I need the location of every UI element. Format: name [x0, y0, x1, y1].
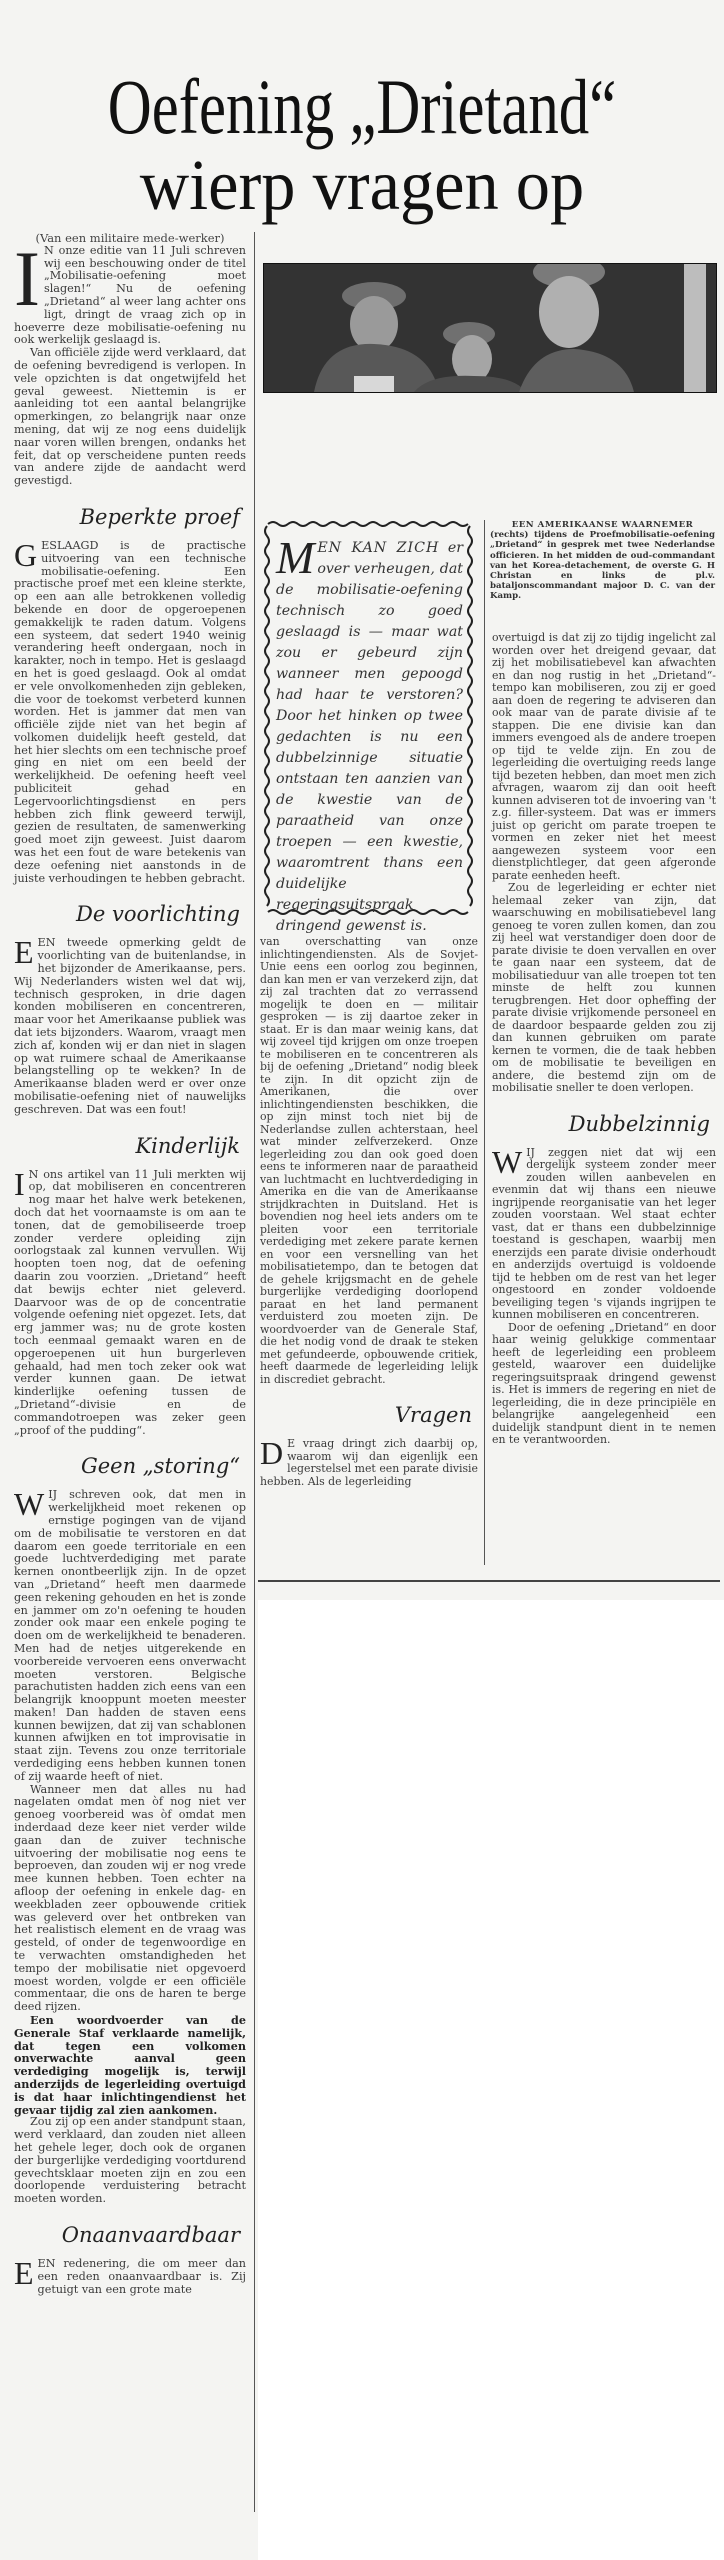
headline-line-2: wierp vragen op [139, 145, 585, 226]
dropcap: W [14, 1486, 45, 1523]
section-text: EN tweede opmerking geldt de voorlichting van de buitenlandse, in het bijzonder de Amerikaanse, pers. Wij Nederlanders wisten wel dat wij, technisch gesproken, in drie dagen konden mobiliseren en concentreren, maar voor het Amerikaanse publiek was dat iets bijzonders. Waarom, vraagt men zich af, konden wij er dan niet in slagen op wat ruimere schaal de Amerikaanse belangstelling op te wekken? In de Amerikaanse bladen werd er over onze mobilisatie-oefening niet of nauwelijks geschreven. Dat was een fout! [14, 936, 246, 1116]
section-text: EN redenering, die om meer dan een reden onaanvaardbaar is. Zij getuigt van een grote mate [37, 2256, 246, 2296]
byline: (Van een militaire mede-werker) [35, 231, 225, 245]
dropcap: W [492, 1143, 523, 1180]
section-heading: Dubbelzinnig [568, 1111, 710, 1136]
paragraph: van overschatting van onze inlichtingendiensten. Als de Sovjet-Unie eens een oorlog zou beginnen, dan kan men er van verzekerd zijn, dat zij zal trachten dat zo verrassend mogelijk te doen en — militair gesproken — is zij daartoe zeker in staat. Er is dan maar weinig kans, dat wij zoveel tijd krijgen om onze troepen te mobiliseren en te concentreren als bij de oefening „Drietand“ nodig bleek te zijn. In dit opzicht zijn de Amerikanen, die over inlichtingendiensten beschikken, die op zijn minst toch niet bij de Nederlandse zullen achterstaan, heel wat minder zelfverzekerd. Onze legerleiding zou dan ook goed doen eens te informeren naar de paraatheid van luchtmacht en luchtverdediging in Amerika en die van de Amerikaanse strijdkrachten in Duitsland. Het is bovendien nog heel iets anders om te pleiten voor een territoriale verdediging met zekere parate kernen en voor een versnelling van het mobilisatietempo, dan te betogen dat de gehele krijgsmacht en de gehele burgerlijke verdediging doorlopend paraat en het land permanent verduisterd zou moeten zijn. De woordvoerder van de Generale Staf, die het nodig vond de draak te steken met gefundeerde, opbouwende critiek, heeft daarmede de legerleiding lelijk in discrediet gebracht. [260, 935, 478, 1386]
column-rule [254, 232, 255, 2512]
section-heading: Onaanvaardbaar [61, 2222, 240, 2247]
column-rule [484, 520, 485, 1565]
dropcap: I [14, 1165, 25, 1202]
paragraph: Zou zij op een ander standpunt staan, werd verklaard, dan zouden niet alleen het gehele leger, doch ook de organen der burgerlijke verdediging voortdurend gevechtsklaar moeten zijn en zou een doorlopende verduistering betracht moeten worden. [14, 2115, 246, 2206]
section-heading: Kinderlijk [135, 1133, 240, 1158]
dropcap: I [14, 234, 40, 322]
photo-caption [490, 520, 715, 602]
dropcap: G [14, 536, 38, 573]
paragraph [14, 2254, 246, 2296]
paragraph: Door de oefening „Drietand“ en door haar weinig gelukkige commentaar heeft de legerleiding een probleem gesteld, waarover een duidelijke regeringsuitspraak dringend gewenst is. Het is immers de regering en niet de legerleiding, die in deze principiële en belangrijke aangelegenheid een duidelijk standpunt dient in te nemen en te verantwoorden. [492, 1320, 716, 1446]
caption-text: (rechts) tijdens de Proefmobilisatie-oefening „Drietand“ in gesprek met twee Nederlandse officieren. In het midden de oud-commandant van het Korea-detachement, de overste G. H Christan en links de pl.v. bataljonscommandant majoor D. C. van der Kamp. [490, 530, 715, 602]
section-text: E vraag dringt zich daarbij op, waarom wij dan eigenlijk een legerstelsel met een parate divisie hebben. Als de legerleiding [260, 1437, 478, 1488]
paragraph [492, 1143, 716, 1322]
bottom-rule [258, 1580, 720, 1582]
section-text: N ons artikel van 11 Juli merkten wij op, dat mobiliseren en concentreren nog maar het halve werk betekenen, doch dat het voornaamste is om aan te tonen, dat de gemobiliseerde troep zonder verdere opleiding zijn oorlogstaak zal kunnen vervullen. Wij hoopten toen nog, dat de oefening daarin zou voorzien. „Drietand“ heeft dat bewijs echter niet geleverd. Daarvoor was de op de concentratie volgende oefening niet opgezet. Iets, dat erg jammer was; nu de grote kosten toch eenmaal gemaakt waren en de opgeroepenen uit hun burgerleven gehaald, had men toch zeker ook wat verder kunnen gaan. De ietwat kinderlijke oefening tussen de „Drietand“-divisie en de commandotroepen was zeker geen „proof of the pudding“. [14, 1167, 246, 1437]
paragraph [14, 1486, 246, 1783]
dropcap: E [14, 934, 34, 971]
right-column [492, 632, 716, 1447]
paragraph [14, 934, 246, 1116]
paragraph [260, 1435, 478, 1488]
paragraph-bold: Een woordvoerder van de Generale Staf verklaarde namelijk, dat tegen een volkomen onverwachte aanval geen verdediging mogelijk is, terwijl anderzijds de legerleiding overtuigd is dat haar inlichtingendienst het gevaar tijdig zal zien aankomen. [14, 2013, 246, 2117]
paragraph: Van officiële zijde werd verklaard, dat de oefening bevredigend is verlopen. In vele opzichten is dat ongetwijfeld het geval geweest. Niettemin is er aanleiding tot een aantal belangrijke opmerkingen, zo belangrijk naar onze mening, dat wij ze nog eens duidelijk naar voren willen brengen, ondanks het feit, dat op verscheidene punten reeds van andere zijde de aandacht werd gevestigd. [14, 346, 246, 488]
photo-soldiers [263, 263, 717, 393]
dropcap: M [276, 532, 315, 583]
paragraph [14, 1165, 246, 1438]
pull-quote [262, 518, 477, 934]
section-text: IJ zeggen niet dat wij een dergelijk systeem zonder meer zouden willen aanbevelen en evenmin dat wij thans een nieuwe ingrijpende reorganisatie van het leger zouden voorstaan. Wel staat echter vast, dat er thans een dubbelzinnige toestand is geschapen, waarbij men enerzijds een parate divisie onderhoudt en anderzijds overtuigd is voldoende tijd te hebben om de rest van het leger ongestoord en zonder voldoende beveiliging tegen 's vijands ingrijpen te kunnen mobiliseren en concentreren. [492, 1145, 716, 1321]
section-heading: Geen „storing“ [80, 1454, 240, 1479]
headline-line-1: Oefening „Drietand“ [107, 63, 617, 151]
dropcap: E [14, 2254, 34, 2291]
left-column [14, 232, 246, 2296]
pull-quote-text [276, 532, 463, 937]
photo-illustration [264, 264, 716, 392]
section-heading: De voorlichting [76, 902, 240, 927]
paragraph: overtuigd is dat zij zo tijdig ingelicht zal worden over het dreigend gevaar, dat zij het mobilisatiebevel kan afwachten en dan nog rustig in het „Drietand“-tempo kan mobiliseren, zou zij er goed aan doen de regering te adviseren dan ook maar van de parate divisie af te stappen. Die ene divisie kan dan immers evengoed als de andere troepen op tijd te velde zijn. En zou de legerleiding die overtuiging reeds lange tijd bezeten hebben, dan moet men zich afvragen, waarom zij dan ooit heeft kunnen adviseren tot de invoering van 't z.g. filler-systeem. Dat was er immers juist op gericht om parate troepen te vormen en zeker niet het meest aangewezen systeem voor een dienstplichtleger, dat geen afgeronde parate eenheden heeft. [492, 631, 716, 882]
middle-column [260, 936, 478, 1488]
pull-quote-caps: EN KAN ZICH [317, 540, 440, 556]
section-heading: Beperkte proef [79, 504, 240, 529]
dropcap: D [260, 1435, 284, 1471]
section-text: ESLAAGD is de practische uitvoering van een technische mobilisatie-oefening. Een practische proef met een kleine sterkte, op een aan alle betrokkenen volledig bekende en door de opgeroepenen gemakkelijk te raden datum. Volgens een systeem, dat sedert 1940 weinig verandering heeft ondergaan, noch in karakter, noch in tempo. Het is geslaagd en het is goed geslaagd. Ook al omdat er vele onvolkomenheden zijn gebleken, die voor de toekomst verbeterd kunnen worden. Het is jammer dat men van officiële zijde niet van het begin af volkomen duidelijk heeft gesteld, dat het hier slechts om een technische proef ging en niet om een beeld der werkelijkheid. De oefening heeft veel publiciteit gehad en Legervoorlichtingsdienst en pers hebben zich flink geweerd terwijl, gezien de resultaten, de samenwerking goed moet zijn geweest. Juist daarom was het een fout de ware betekenis van deze oefening niet aanstonds in de juiste verhoudingen te hebben gebracht. [14, 538, 246, 885]
caption-lead: EEN AMERIKAANSE WAARNEMER [511, 520, 694, 530]
section-text: IJ schreven ook, dat men in werkelijkheid moet rekenen op ernstige pogingen van de vijand om de mobilisatie te verstoren en dat daarom een goede territoriale en een goede luchtverdediging met parate kernen onontbeerlijk zijn. In de opzet van „Drietand“ heeft men daarmede geen rekening gehouden en het is zonde en jammer om zo'n oefening te houden zonder ook maar een enkele poging te doen om de werkelijkheid te benaderen. Men had de netjes uitgerekende en voorbereide vervoeren eens onverwacht moeten verstoren. Belgische parachutisten hadden zich eens van een belangrijk knooppunt moeten meester maken! Dan hadden de staven eens kunnen bewijzen, dat zij van schablonen kunnen afwijken en tot improvisatie in staat zijn. Tevens zou onze territoriale verdediging eens hebben kunnen tonen of zij waarde heeft of niet. [14, 1488, 246, 1783]
intro-text: N onze editie van 11 Juli schreven wij een beschouwing onder de titel „Mobilisatie-oefening moet slagen!“ Nu de oefening „Drietand“ al weer lang achter ons ligt, dringt de vraag zich op in hoeverre deze mobilisatie-oefening nu ook werkelijk geslaagd is. [14, 243, 246, 347]
pull-quote-body: er over verheugen, dat de mobilisatie-oefening technisch zo goed geslaagd is — maar wat zou er gebeurd zijn wanneer men gepoogd had haar te verstoren? Door het hinken op twee gedachten is nu een dubbelzinnige situatie ontstaan ten aanzien van de kwestie van de paraatheid van onze troepen — een kwestie, waaromtrent thans een duidelijke regeringsuitspraak dringend gewenst is. [276, 540, 463, 934]
paragraph: Wanneer men dat alles nu had nagelaten omdat men òf nog niet ver genoeg voorbereid was òf omdat men inderdaad deze keer niet verder wilde gaan dan de zuiver technische uitvoering der mobilisatie nog eens te beproeven, dan zouden wij er nog vrede mee kunnen hebben. Toen echter na afloop der oefening in enkele dag- en weekbladen zeer opbouwende critiek was geleverd over het ontbreken van het realistisch element en de vraag was gesteld, of onder de tegenwoordige en te verwachten omstandigheden het tempo der mobilisatie niet opgevoerd moest worden, volgde er een officiële commentaar, die ons de haren te berge deed rijzen. [14, 1782, 246, 2014]
paragraph [14, 536, 246, 886]
paragraph: Zou de legerleiding er echter niet helemaal zeker van zijn, dat waarschuwing en mobilisatiebevel lang genoeg te voren zullen komen, dan zou zij heel wat verstandiger doen door de parate divisie te doen vervallen en over te gaan naar een systeem, dat de mobilisatieduur van alle troepen tot ten minste de helft zou kunnen terugbrengen. Het door opheffing der parate divisie vrijkomende personeel en de daardoor bespaarde gelden zou zij dan kunnen gebruiken om parate kernen te vormen, die de taak hebben om de mobilisatie te beveiligen en andere, die bestemd zijn om de mobilisatie sneller te doen verlopen. [492, 881, 716, 1094]
section-heading: Vragen [394, 1403, 472, 1427]
